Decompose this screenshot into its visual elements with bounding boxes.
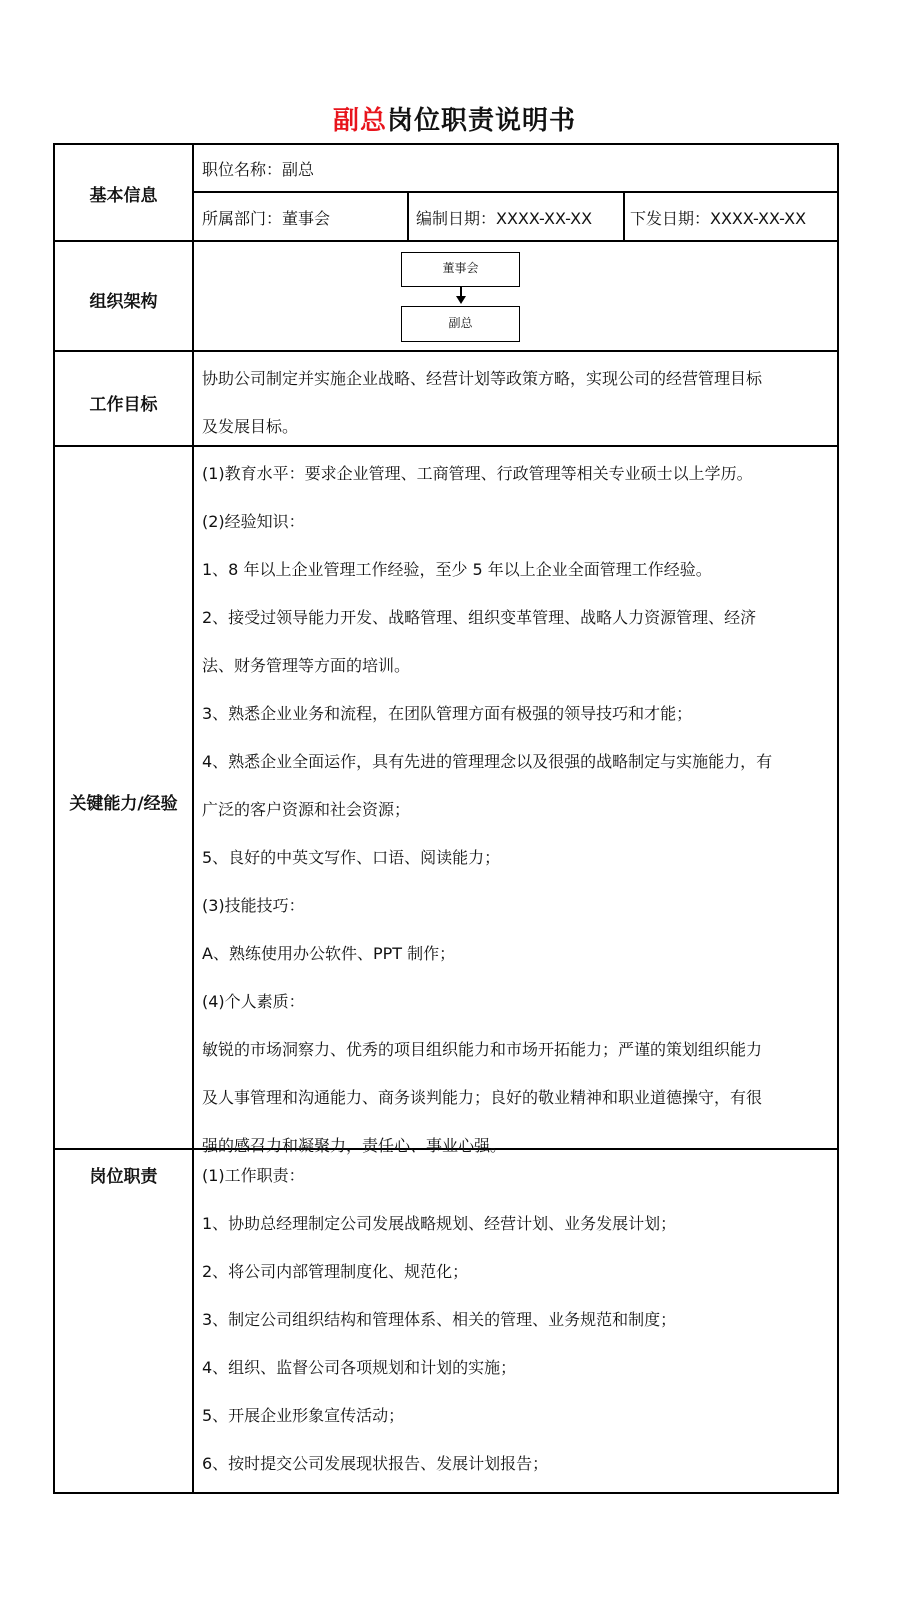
issue-date: 下发日期：XXXX-XX-XX — [630, 209, 807, 228]
ability-line: 及人事管理和沟通能力、商务谈判能力；良好的敬业精神和职业道德操守，有很 — [202, 1088, 763, 1107]
ability-line: 敏锐的市场洞察力、优秀的项目组织能力和市场开拓能力；严谨的策划组织能力 — [202, 1040, 763, 1059]
ability-line: (2)经验知识： — [202, 512, 305, 531]
ability-line: 广泛的客户资源和社会资源； — [202, 800, 411, 819]
duties-text — [202, 1152, 834, 1488]
ability-line: 3、熟悉企业业务和流程，在团队管理方面有极强的领导技巧和才能； — [202, 704, 693, 723]
abilities-label: 关键能力/经验 — [69, 794, 178, 814]
ability-line: (3)技能技巧： — [202, 896, 305, 915]
ability-line: 2、接受过领导能力开发、战略管理、组织变革管理、战略人力资源管理、经济 — [202, 608, 757, 627]
basic-info-label: 基本信息 — [89, 186, 158, 206]
ability-line: 强的感召力和凝聚力，责任心、事业心强。 — [202, 1136, 507, 1155]
arrow-down-icon — [456, 296, 466, 304]
ability-line: A、熟练使用办公软件、PPT 制作； — [202, 944, 456, 963]
abilities-text — [202, 450, 834, 1170]
duty-line: 2、将公司内部管理制度化、规范化； — [202, 1262, 469, 1281]
ability-line: (4)个人素质： — [202, 992, 305, 1011]
cell-divider — [623, 191, 625, 240]
goal-label: 工作目标 — [89, 395, 158, 415]
row-divider — [55, 350, 837, 352]
org-box-board: 董事会 — [401, 252, 520, 287]
page-title — [0, 100, 909, 137]
goal-line: 及发展目标。 — [202, 417, 299, 436]
ability-line: 4、熟悉企业全面运作，具有先进的管理理念以及很强的战略制定与实施能力，有 — [202, 752, 773, 771]
job-description-table — [53, 143, 839, 1494]
title-rest: 岗位职责说明书 — [387, 106, 577, 136]
ability-line: 法、财务管理等方面的培训。 — [202, 656, 411, 675]
duty-line: 1、协助总经理制定公司发展战略规划、经营计划、业务发展计划； — [202, 1214, 677, 1233]
title-highlight: 副总 — [332, 106, 387, 136]
goal-text — [202, 355, 834, 451]
cell-divider — [407, 191, 409, 240]
goal-line: 协助公司制定并实施企业战略、经营计划等政策方略，实现公司的经营管理目标 — [202, 369, 763, 388]
duty-line: 5、开展企业形象宣传活动； — [202, 1406, 405, 1425]
ability-line: 5、良好的中英文写作、口语、阅读能力； — [202, 848, 501, 867]
row-divider — [192, 191, 837, 193]
duty-line: 3、制定公司组织结构和管理体系、相关的管理、业务规范和制度； — [202, 1310, 677, 1329]
duty-line: 4、组织、监督公司各项规划和计划的实施； — [202, 1358, 517, 1377]
department: 所属部门：董事会 — [202, 209, 331, 228]
compile-date: 编制日期：XXXX-XX-XX — [416, 209, 593, 228]
duties-label: 岗位职责 — [89, 1167, 158, 1187]
ability-line: 1、8 年以上企业管理工作经验，至少 5 年以上企业全面管理工作经验。 — [202, 560, 712, 579]
org-box-deputy: 副总 — [401, 306, 520, 342]
ability-line: (1)教育水平：要求企业管理、工商管理、行政管理等相关专业硕士以上学历。 — [202, 464, 753, 483]
column-divider — [192, 145, 194, 1492]
duty-line: 6、按时提交公司发展现状报告、发展计划报告； — [202, 1454, 549, 1473]
position-name: 职位名称：副总 — [202, 160, 315, 179]
org-label: 组织架构 — [89, 292, 158, 312]
duty-line: (1)工作职责： — [202, 1166, 305, 1185]
row-divider — [55, 240, 837, 242]
